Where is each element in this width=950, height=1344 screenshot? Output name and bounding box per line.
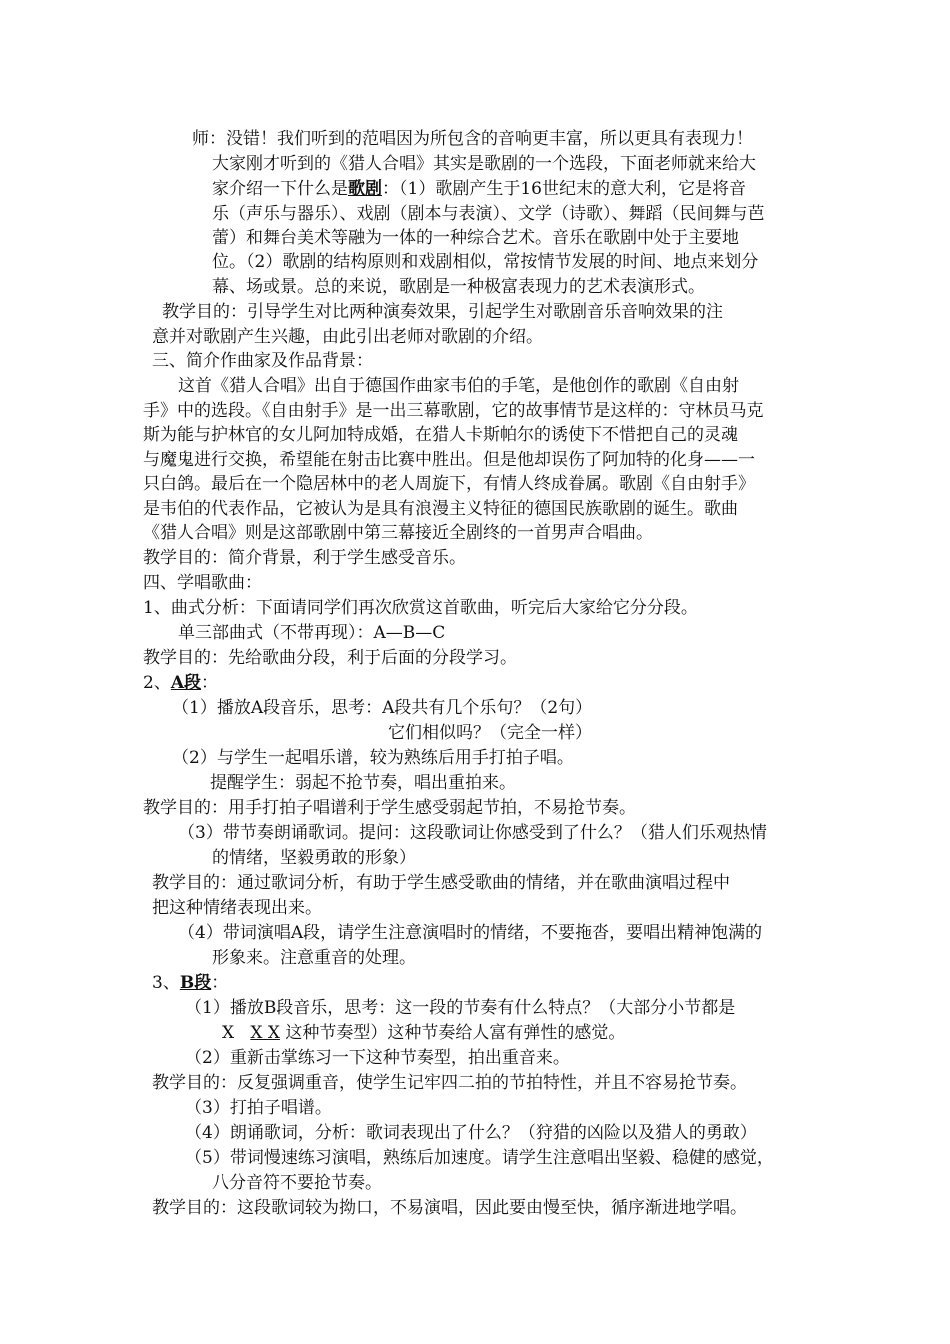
text-line: 师：没错！我们听到的范唱因为所包含的音响更丰富，所以更具有表现力！: [192, 129, 753, 149]
rhythm-line: [222, 1021, 625, 1045]
text-line: 这首《猎人合唱》出自于德国作曲家韦伯的手笔，是他创作的歌剧《自由射: [178, 376, 739, 396]
text-segment: ：: [201, 673, 219, 693]
teaching-aim: 教学目的：这段歌词较为拗口，不易演唱，因此要由慢至快，循序渐进地学唱。: [152, 1198, 747, 1218]
text-line: 斯为能与护林官的女儿阿加特成婚，在猎人卡斯帕尔的诱使下不惜把自己的灵魂: [143, 425, 738, 445]
subsection-heading: [143, 671, 218, 695]
text-line: （3）带节奏朗诵歌词。提问：这段歌词让你感受到了什么？（猎人们乐观热情: [178, 823, 767, 843]
section-heading: 三、简介作曲家及作品背景：: [152, 351, 373, 371]
text-line: 只白鸽。最后在一个隐居林中的老人周旋下，有情人终成眷属。歌剧《自由射手》: [143, 474, 755, 494]
text-line: 《猎人合唱》则是这部歌剧中第三幕接近全剧终的一首男声合唱曲。: [143, 523, 653, 543]
section-heading: 四、学唱歌曲：: [143, 573, 262, 593]
text-line: 大家刚才听到的《猎人合唱》其实是歌剧的一个选段，下面老师就来给大: [212, 154, 756, 174]
subsection-number: 2、: [143, 673, 171, 693]
text-segment: 家介绍一下什么是: [212, 179, 348, 199]
text-line: （4）朗诵歌词，分析：歌词表现出了什么？（狩猎的凶险以及猎人的勇敢）: [185, 1123, 757, 1143]
text-line: 它们相似吗？（完全一样）: [388, 723, 592, 743]
subsection-title: B段: [179, 973, 212, 993]
text-line: （2）重新击掌练习一下这种节奏型，拍出重音来。: [185, 1048, 570, 1068]
text-line: 乐（声乐与器乐）、戏剧（剧本与表演）、文学（诗歌）、舞蹈（民间舞与芭: [212, 204, 765, 224]
text-line: 幕、场或景。总的来说，歌剧是一种极富表现力的艺术表演形式。: [212, 277, 705, 297]
teaching-aim: 教学目的：反复强调重音，使学生记牢四二拍的节拍特性，并且不容易抢节奏。: [152, 1073, 747, 1093]
text-line: （1）播放B段音乐，思考：这一段的节奏有什么特点？（大部分小节都是: [185, 998, 736, 1018]
text-line: （5）带词慢速练习演唱，熟练后加速度。请学生注意唱出坚毅、稳健的感觉，: [185, 1148, 774, 1168]
text-line: 的情绪，坚毅勇敢的形象）: [212, 848, 416, 868]
text-line: （1）播放A段音乐，思考：A段共有几个乐句？（2句）: [172, 698, 593, 718]
teaching-aim: 把这种情绪表现出来。: [152, 898, 322, 918]
subsection-title: A段: [170, 673, 202, 693]
text-segment: 这种节奏型）这种节奏给人富有弹性的感觉。: [279, 1023, 626, 1043]
text-line: 蕾）和舞台美术等融为一体的一种综合艺术。音乐在歌剧中处于主要地: [212, 228, 739, 248]
text-line: （3）打拍子唱谱。: [185, 1098, 332, 1118]
text-line: （2）与学生一起唱乐谱，较为熟练后用手打拍子唱。: [172, 748, 574, 768]
text-line: 1、曲式分析：下面请同学们再次欣赏这首歌曲，听完后大家给它分分段。: [143, 598, 698, 618]
term-opera: 歌剧: [348, 179, 382, 199]
teaching-aim: 教学目的：简介背景，利于学生感受音乐。: [143, 548, 466, 568]
text-line: 与魔鬼进行交换，希望能在射击比赛中胜出。但是他却误伤了阿加特的化身——一: [143, 450, 755, 470]
teaching-aim: 教学目的：用手打拍子唱谱利于学生感受弱起节拍，不易抢节奏。: [143, 798, 636, 818]
teaching-aim: 教学目的：通过歌词分析，有助于学生感受歌曲的情绪，并在歌曲演唱过程中: [152, 873, 730, 893]
text-line: 是韦伯的代表作品，它被认为是具有浪漫主义特征的德国民族歌剧的诞生。歌曲: [143, 499, 738, 519]
text-segment: ：: [211, 973, 229, 993]
subsection-number: 3、: [152, 973, 180, 993]
text-line: 单三部曲式（不带再现）：A—B—C: [178, 623, 446, 643]
text-line: 提醒学生：弱起不抢节奏，唱出重拍来。: [210, 773, 516, 793]
text-line: 形象来。注意重音的处理。: [212, 948, 416, 968]
text-segment: ：（1）歌剧产生于16世纪末的意大利，它是将音: [382, 179, 746, 199]
text-line: 手》中的选段。《自由射手》是一出三幕歌剧，它的故事情节是这样的：守林员马克: [143, 401, 764, 421]
text-line: 八分音符不要抢节奏。: [212, 1173, 382, 1193]
teaching-aim: 教学目的：引导学生对比两种演奏效果，引起学生对歌剧音乐音响效果的注: [162, 302, 723, 322]
teaching-aim: 教学目的：先给歌曲分段，利于后面的分段学习。: [143, 648, 517, 668]
teaching-aim: 意并对歌剧产生兴趣，由此引出老师对歌剧的介绍。: [152, 327, 543, 347]
text-line: （4）带词演唱A段，请学生注意演唱时的情绪，不要拖沓，要唱出精神饱满的: [178, 923, 763, 943]
rhythm-note-pair: X X: [250, 1023, 280, 1043]
rhythm-note: X: [222, 1023, 235, 1043]
subsection-heading: [152, 971, 228, 995]
text-line: 位。（2）歌剧的结构原则和戏剧相似，常按情节发展的时间、地点来划分: [212, 252, 759, 272]
text-line: [212, 177, 746, 201]
